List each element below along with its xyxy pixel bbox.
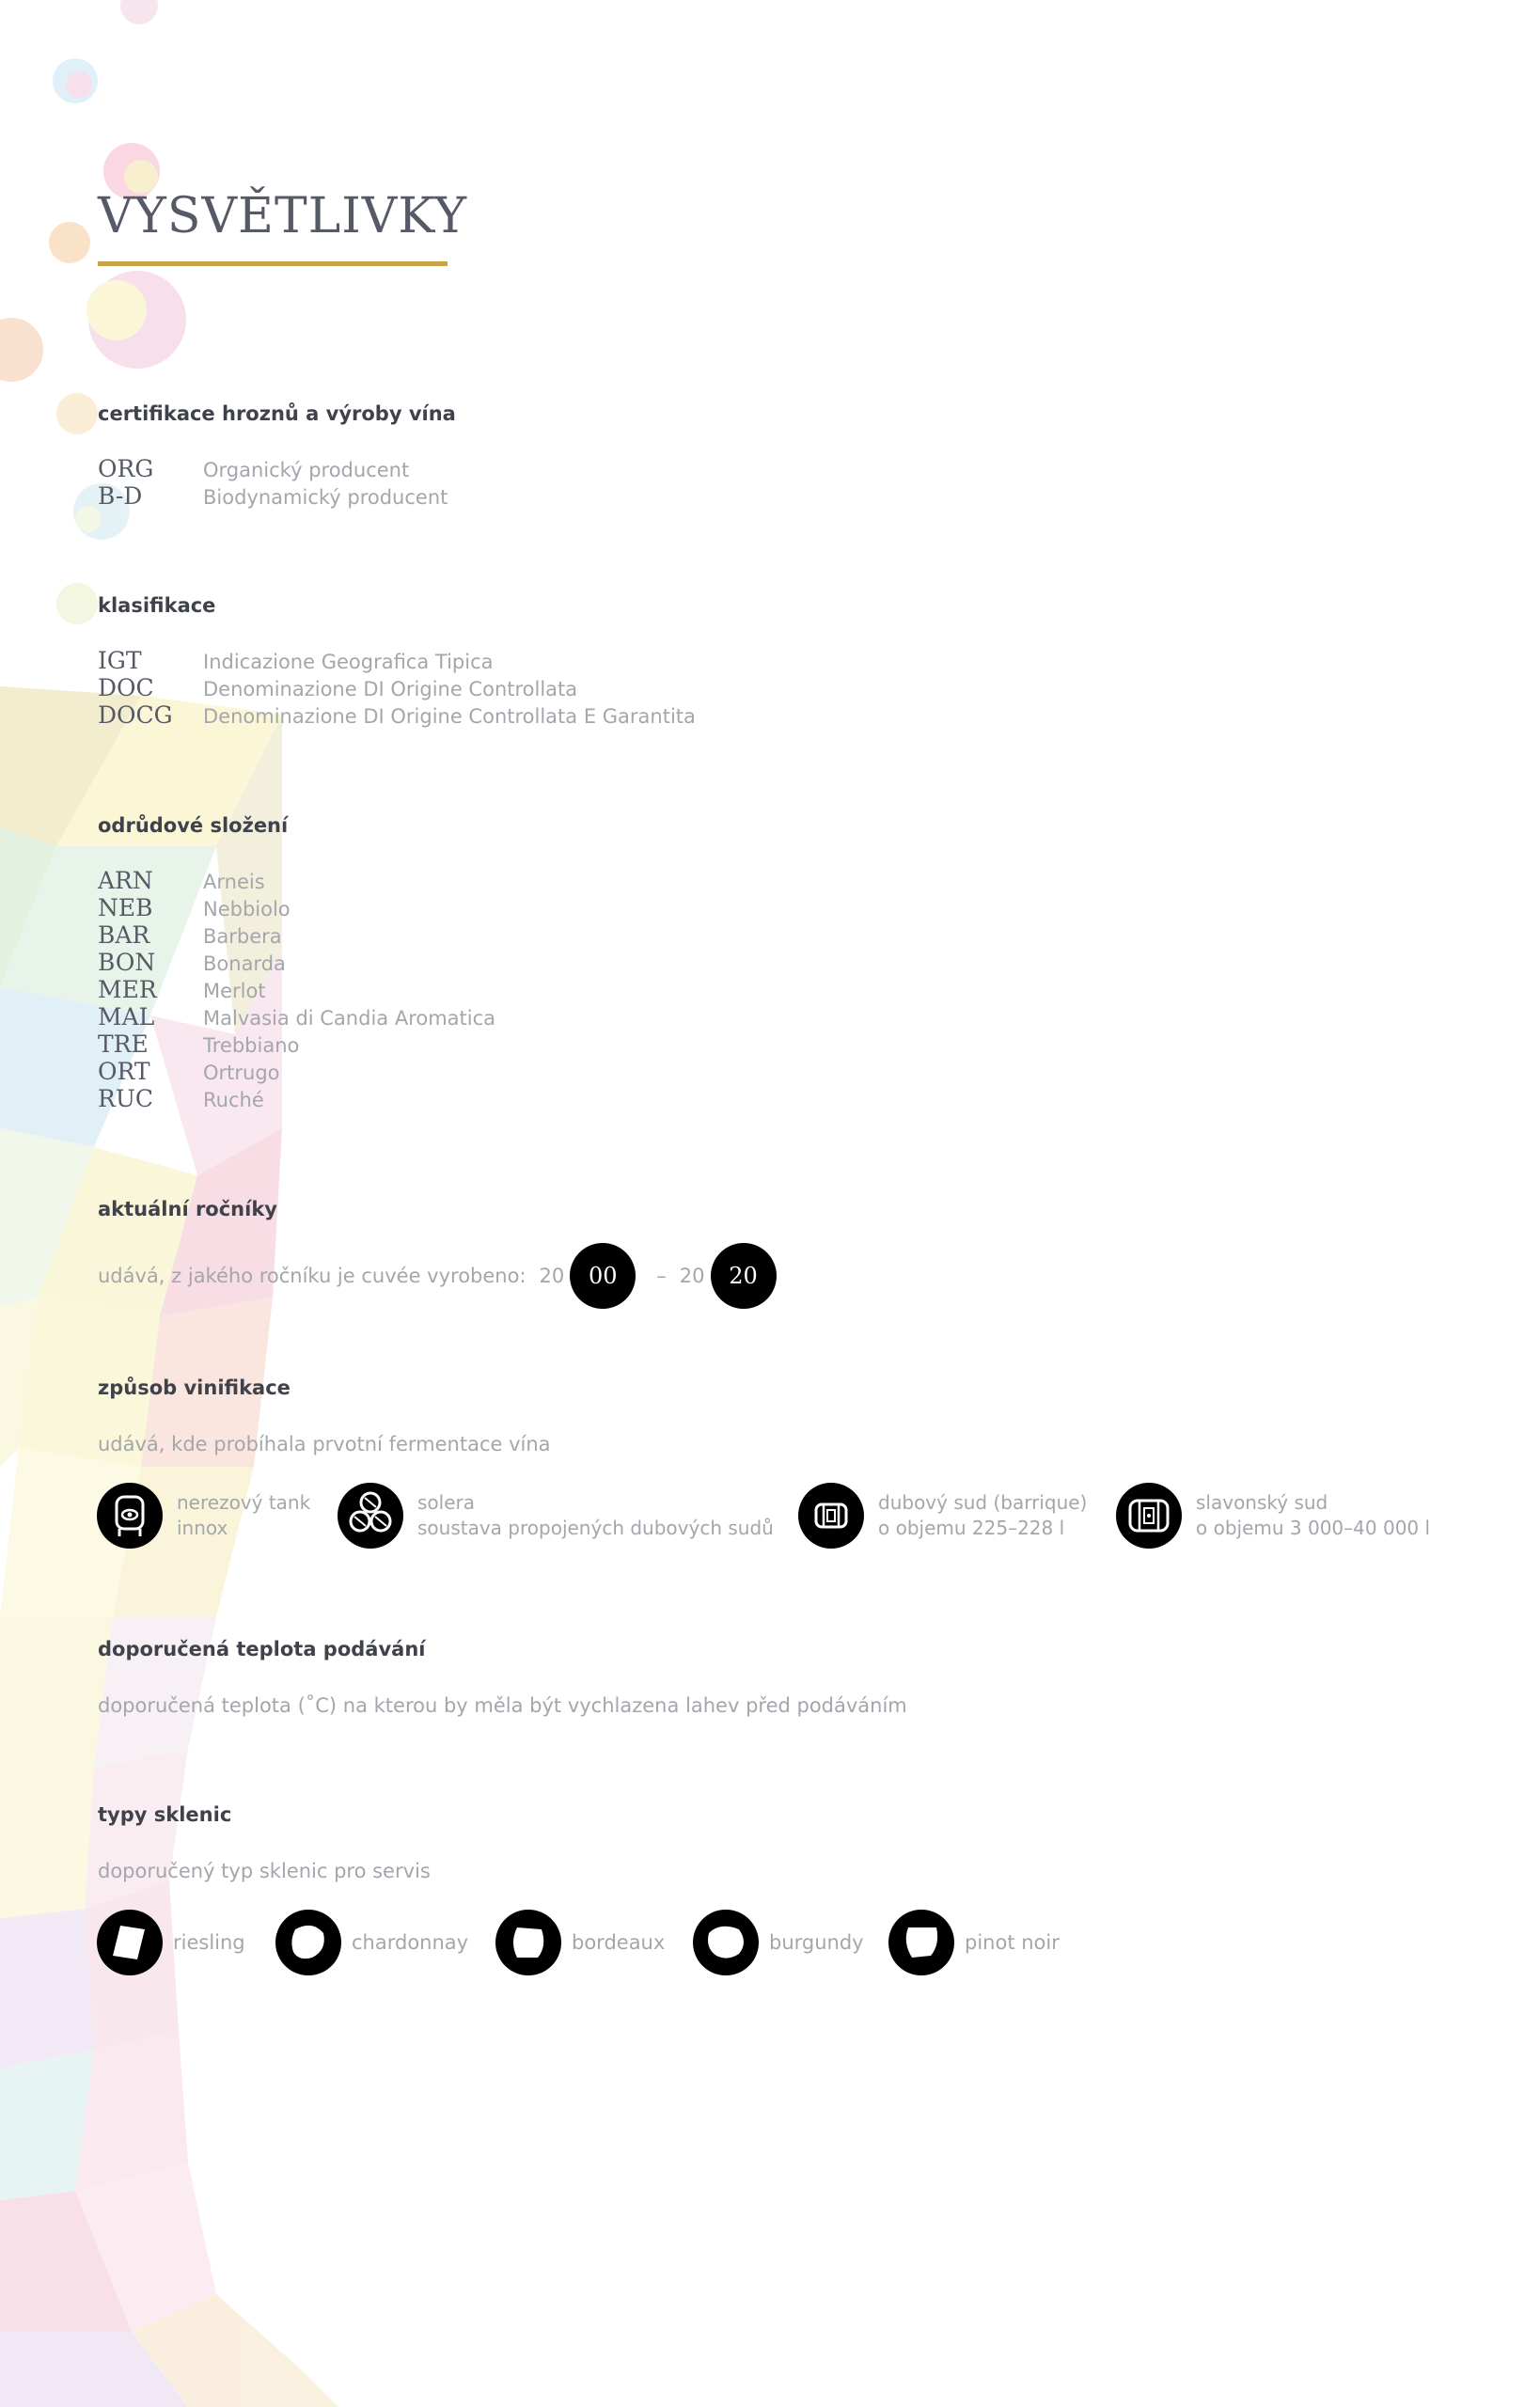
legend-row (98, 455, 448, 482)
legend-abbr: RUC (98, 1085, 154, 1112)
legend-abbr: BAR (98, 921, 150, 949)
legend-meaning: Arneis (203, 871, 265, 893)
vinification-label: dubový sud (barrique) (878, 1491, 1088, 1514)
legend-row (98, 976, 495, 1003)
burgundy-glass-icon (692, 1909, 760, 1976)
legend-abbr: MER (98, 976, 157, 1003)
varieties-legend (98, 867, 495, 1112)
legend-row (98, 921, 495, 949)
glass-type-item (692, 1909, 864, 1976)
glass-type-item (495, 1909, 665, 1976)
vintage-description: udává, z jakého ročníku je cuvée vyrobeno: (98, 1265, 526, 1287)
title-underline (98, 261, 448, 266)
legend-meaning: Biodynamický producent (203, 486, 448, 509)
legend-abbr: TRE (98, 1030, 149, 1058)
certification-heading: certifikace hroznů a výroby vína (98, 402, 456, 425)
legend-row (98, 894, 495, 921)
legend-meaning: Merlot (203, 980, 266, 1002)
glass-label: riesling (173, 1931, 245, 1954)
vinification-detail: o objemu 3 000–40 000 l (1196, 1517, 1431, 1539)
legend-meaning: Organický producent (203, 459, 410, 481)
barrique-barrel-icon (797, 1482, 865, 1550)
vinification-item (797, 1482, 1087, 1550)
legend-meaning: Barbera (203, 925, 282, 948)
legend-meaning: Ortrugo (203, 1062, 280, 1084)
glass-label: burgundy (769, 1931, 864, 1954)
glass-label: pinot noir (965, 1931, 1060, 1954)
vinification-heading: způsob vinifikace (98, 1377, 291, 1399)
legend-row (98, 647, 696, 674)
legend-abbr: IGT (98, 647, 142, 674)
classification-legend (98, 647, 696, 729)
vinification-detail: o objemu 225–228 l (878, 1517, 1065, 1539)
riesling-glass-icon (96, 1909, 164, 1976)
vinification-item (1115, 1482, 1430, 1550)
legend-row (98, 701, 696, 729)
legend-row (98, 1058, 495, 1085)
legend-meaning: Denominazione DI Origine Controllata (203, 678, 578, 700)
bordeaux-glass-icon (495, 1909, 562, 1976)
chardonnay-glass-icon (275, 1909, 342, 1976)
classification-heading: klasifikace (98, 594, 216, 617)
vinification-item (96, 1482, 310, 1550)
vintage-separator: – (656, 1265, 667, 1287)
legend-meaning: Trebbiano (203, 1034, 300, 1057)
page-title: VYSVĚTLIVKY (98, 188, 468, 244)
legend-row (98, 949, 495, 976)
legend-abbr: DOC (98, 674, 154, 701)
legend-row (98, 1085, 495, 1112)
vinification-description: udává, kde probíhala prvotní fermentace vína (98, 1433, 551, 1455)
certification-legend (98, 455, 448, 510)
legend-abbr: DOCG (98, 701, 173, 729)
solera-barrels-icon (337, 1482, 404, 1550)
legend-row (98, 482, 448, 510)
vintage-from-badge: 00 (570, 1243, 636, 1309)
vinification-label: solera (417, 1491, 475, 1514)
legend-row (98, 1030, 495, 1058)
slavonian-barrel-icon (1115, 1482, 1183, 1550)
legend-meaning: Bonarda (203, 952, 286, 975)
temperature-heading: doporučená teplota podávání (98, 1638, 426, 1660)
legend-meaning: Nebbiolo (203, 898, 291, 920)
legend-row (98, 674, 696, 701)
legend-abbr: ORG (98, 455, 154, 482)
glass-type-item (888, 1909, 1060, 1976)
vinification-item (337, 1482, 774, 1550)
vintage-to-prefix: 20 (679, 1265, 705, 1287)
legend-abbr: NEB (98, 894, 153, 921)
glasses-description: doporučený typ sklenic pro servis (98, 1860, 431, 1882)
legend-meaning: Ruché (203, 1089, 264, 1111)
legend-row (98, 1003, 495, 1030)
legend-abbr: BON (98, 949, 156, 976)
glass-label: bordeaux (572, 1931, 666, 1954)
vinification-label: slavonský sud (1196, 1491, 1328, 1514)
vinification-detail: soustava propojených dubových sudů (417, 1517, 774, 1539)
legend-meaning: Denominazione DI Origine Controllata E Garantita (203, 705, 696, 728)
pinot-noir-glass-icon (888, 1909, 955, 1976)
legend-row (98, 867, 495, 894)
glass-type-item (96, 1909, 245, 1976)
vintages-heading: aktuální ročníky (98, 1198, 277, 1220)
varieties-heading: odrůdové složení (98, 814, 289, 837)
steel-tank-icon (96, 1482, 164, 1550)
legend-abbr: ORT (98, 1058, 150, 1085)
temperature-description: doporučená teplota (˚C) na kterou by měla být vychlazena lahev před podáváním (98, 1694, 907, 1717)
legend-abbr: B-D (98, 482, 143, 510)
glass-type-item (275, 1909, 468, 1976)
legend-abbr: ARN (98, 867, 153, 894)
legend-abbr: MAL (98, 1003, 155, 1030)
vintage-to-badge: 20 (711, 1243, 777, 1309)
vintage-from-prefix: 20 (539, 1265, 565, 1287)
vintage-example (98, 1241, 777, 1311)
legend-meaning: Malvasia di Candia Aromatica (203, 1007, 496, 1030)
glass-label: chardonnay (352, 1931, 469, 1954)
vinification-label: nerezový tank (177, 1491, 311, 1514)
legend-meaning: Indicazione Geografica Tipica (203, 651, 494, 673)
vinification-detail: innox (177, 1517, 228, 1539)
glasses-heading: typy sklenic (98, 1803, 232, 1826)
